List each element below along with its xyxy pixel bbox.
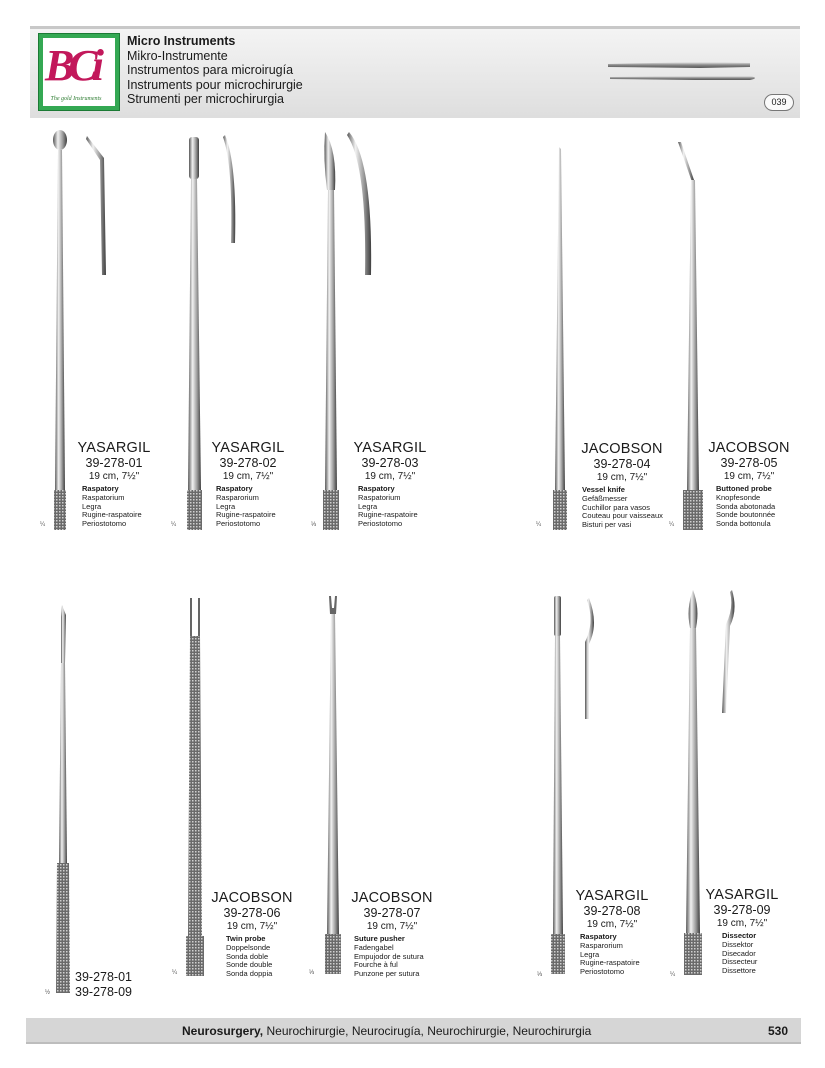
product-name: JACOBSON (351, 890, 433, 906)
instrument-39-278-07-image (318, 594, 348, 979)
product-name: JACOBSON (581, 441, 663, 457)
product-label-39-278-05 (706, 440, 792, 529)
scale-marker: ¼ (172, 970, 178, 976)
product-code: 39-278-06 (223, 906, 281, 920)
scale-marker: ¼ (171, 522, 177, 528)
product-name: YASARGIL (211, 440, 285, 456)
scale-marker: ⅓ (311, 522, 317, 528)
product-size: 19 cm, 7½" (723, 471, 775, 482)
catalog-page-reference: 039 (764, 94, 794, 111)
product-description: Raspatory Raspatorium Legra Rugine-raspatoire Periostotomo (82, 484, 142, 529)
scale-marker: ¼ (670, 972, 676, 978)
product-name: YASARGIL (77, 440, 151, 456)
product-label-39-278-01 (76, 440, 152, 529)
scale-marker: ¼ (40, 522, 46, 528)
product-code: 39-278-09 (713, 903, 771, 917)
footer-category-rest: Neurochirurgie, Neurocirugía, Neurochirurgie, Neurochirurgia (263, 1024, 592, 1038)
scale-marker: ⅓ (537, 972, 543, 978)
product-code: 39-278-01 (85, 456, 143, 470)
product-description: Raspatory Raspatorium Legra Rugine-raspatoire Periostotomo (358, 484, 418, 529)
product-size: 19 cm, 7½" (716, 918, 768, 929)
logo-letters: BCi (45, 41, 98, 90)
header-instrument-image (600, 58, 770, 88)
product-size: 19 cm, 7½" (364, 471, 416, 482)
header-title-de: Mikro-Instrumente (127, 48, 228, 63)
product-size: 19 cm, 7½" (222, 471, 274, 482)
header-title-es: Instrumentos para microirugía (127, 63, 294, 78)
product-name: YASARGIL (705, 887, 779, 903)
product-name: JACOBSON (708, 440, 790, 456)
header-title-fr: Instruments pour microchirurgie (127, 77, 303, 92)
product-size: 19 cm, 7½" (586, 919, 638, 930)
product-description: Suture pusher Fadengabel Empujodor de sutura Fourche à ful Punzone per sutura (354, 934, 424, 979)
product-description: Twin probe Doppelsonde Sonda doble Sonde double Sonda doppia (226, 934, 273, 979)
product-description: Vessel knife Gefäßmesser Cuchillor para vasos Couteau pour vaisseaux Bisturi per vasi (582, 485, 663, 530)
instrument-handle-pair-image (48, 603, 78, 998)
scale-marker: ¼ (669, 522, 675, 528)
product-code: 39-278-01 (75, 970, 132, 984)
product-name: YASARGIL (353, 440, 427, 456)
product-code: 39-278-07 (363, 906, 421, 920)
scale-marker: ½ (45, 990, 51, 996)
product-name: JACOBSON (211, 890, 293, 906)
footer-category-bold: Neurosurgery, (182, 1024, 264, 1038)
product-code: 39-278-04 (593, 457, 651, 471)
product-description: Raspatory Rasparorium Legra Rugine-raspatoire Periostotomo (216, 484, 276, 529)
product-description: Dissector Dissektor Disecador Dissecteur Dissettore (722, 931, 758, 976)
product-code: 39-278-02 (219, 456, 277, 470)
product-size: 19 cm, 7½" (366, 921, 418, 932)
product-label-39-278-07 (348, 890, 436, 979)
product-description: Buttoned probe Knopfesonde Sonda abotonada Sonde boutonnée Sonda bottonula (716, 484, 776, 529)
instrument-39-278-04-image (542, 145, 582, 533)
product-size: 19 cm, 7½" (226, 921, 278, 932)
product-code: 39-278-05 (720, 456, 778, 470)
product-label-39-278-04 (578, 441, 666, 530)
instrument-39-278-06-image (180, 596, 210, 981)
product-description: Raspatory Rasparorium Legra Rugine-raspatoire Periostotomo (580, 932, 640, 977)
product-size: 19 cm, 7½" (88, 471, 140, 482)
logo-tagline: The gold Instruments (50, 96, 102, 102)
product-label-39-278-08 (574, 888, 650, 977)
header-titles (127, 34, 303, 107)
product-label-39-278-06 (208, 890, 296, 979)
handle-pair-codes (75, 970, 132, 1000)
product-code: 39-278-08 (583, 904, 641, 918)
product-label-39-278-09 (704, 887, 780, 976)
scale-marker: ⅓ (309, 970, 315, 976)
product-size: 19 cm, 7½" (596, 472, 648, 483)
scale-marker: ¼ (536, 522, 542, 528)
product-name: YASARGIL (575, 888, 649, 904)
footer-category (182, 1024, 591, 1038)
product-code: 39-278-03 (361, 456, 419, 470)
page-number: 530 (768, 1024, 789, 1038)
product-code: 39-278-09 (75, 985, 132, 999)
product-label-39-278-02 (210, 440, 286, 529)
header-title-it: Strumenti per microchirurgia (127, 92, 284, 107)
company-logo (38, 33, 120, 111)
product-label-39-278-03 (352, 440, 428, 529)
header-title-en: Micro Instruments (127, 34, 236, 48)
